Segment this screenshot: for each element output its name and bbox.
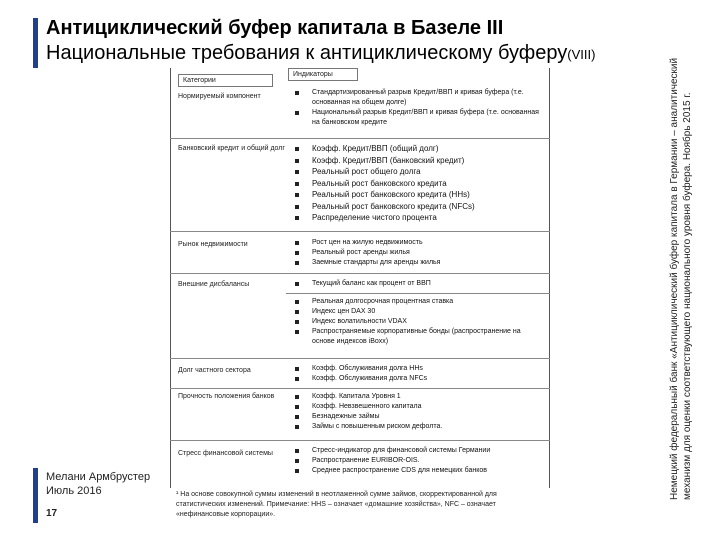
indicator-item: Распространение EURIBOR-OIS. [295,456,545,466]
indicator-item: Реальный рост аренды жилья [295,248,545,258]
row-divider [170,440,550,441]
indicator-list-3 [295,279,545,289]
slide-subtitle [46,42,595,65]
row-divider [170,138,550,139]
header-indicators: Индикаторы [288,68,358,81]
indicator-list-7 [295,446,545,476]
subtitle-suffix: (VIII) [567,47,596,62]
category-row-1: Банковский кредит и общий долг [178,145,285,152]
indicator-list-6 [295,392,545,432]
indicator-item: Распределение чистого процента [295,212,545,224]
slide-title: Антициклический буфер капитала в Базеле III [46,17,504,39]
indicator-item: Заемные стандарты для аренды жилья [295,258,545,268]
page-number: 17 [46,508,58,519]
indicator-item: Распространяемые корпоративные бонды (распространение на основе индексов iBoxx) [295,327,545,347]
header-category: Категории [178,74,273,87]
category-row-6: Прочность положения банков [178,393,275,400]
indicator-list-0 [295,88,545,128]
indicator-item: Индекс волатильности VDAX [295,317,545,327]
indicator-item: Среднее распространение CDS для немецких банков [295,466,545,476]
subtitle-main: Национальные требования к антициклическому буферу [46,42,568,64]
category-row-0: Нормируемый компонент [178,93,261,100]
source-note: Немецкий федеральный банк «Антициклический буфер капитала в Германии – аналитический механизм для оценки соответствующего национального уровня буфера. Ноябрь 2015 г. [669,57,693,500]
indicator-item: Коэфф. Невзвешенного капитала [295,402,545,412]
row-divider [286,293,550,294]
indicator-item: Реальный рост банковского кредита (NFCs) [295,201,545,213]
indicator-item: Займы с повышенным риском дефолта. [295,422,545,432]
indicator-item: Безнадежные займы [295,412,545,422]
indicator-table [170,68,550,488]
category-row-2: Рынок недвижимости [178,241,248,248]
indicator-item: Коэфф. Кредит/ВВП (банковский кредит) [295,155,545,167]
indicator-item: Рост цен на жилую недвижимость [295,238,545,248]
category-row-5: Долг частного сектора [178,367,251,374]
indicator-item: Реальный рост общего долга [295,166,545,178]
row-divider [170,358,550,359]
row-divider [170,231,550,232]
author-block [46,470,150,498]
footnote: ¹ На основе совокупной суммы изменений в неотлаженной сумме займов, скорректированной для статистических изменений. Примечание: HHS – означает «домашние хозяйства», NFC – означает «нефинансовые корпорации». [176,491,497,518]
indicator-item: Национальный разрыв Кредит/ВВП и кривая буфера (т.е. основанная на банковском кредите [295,108,545,128]
author-date: Июль 2016 [46,485,102,497]
indicator-item: Коэфф. Кредит/ВВП (общий долг) [295,143,545,155]
indicator-item: Реальный рост банковского кредита [295,178,545,190]
author-name: Мелани Армбрустер [46,471,151,483]
category-row-3: Внешние дисбалансы [178,281,250,288]
indicator-list-5 [295,364,545,384]
indicator-list-4 [295,297,545,347]
indicator-item: Коэфф. Обслуживания долга HHs [295,364,545,374]
indicator-item: Коэфф. Обслуживания долга NFCs [295,374,545,384]
indicator-item: Коэфф. Капитала Уровня 1 [295,392,545,402]
indicator-item: Стандартизированный разрыв Кредит/ВВП и кривая буфера (т.е. основанная на общем долге) [295,88,545,108]
indicator-item: Реальная долгосрочная процентная ставка [295,297,545,307]
indicator-list-2 [295,238,545,268]
title-accent-bar [33,18,38,68]
row-divider [170,388,550,389]
indicator-list-1 [295,143,545,224]
indicator-item: Индекс цен DAX 30 [295,307,545,317]
author-accent-bar [33,468,38,523]
indicator-item: Текущий баланс как процент от ВВП [295,279,545,289]
row-divider [170,273,550,274]
indicator-item: Реальный рост банковского кредита (HHs) [295,189,545,201]
indicator-item: Стресс-индикатор для финансовой системы Германии [295,446,545,456]
category-row-7: Стресс финансовой системы [178,450,273,457]
